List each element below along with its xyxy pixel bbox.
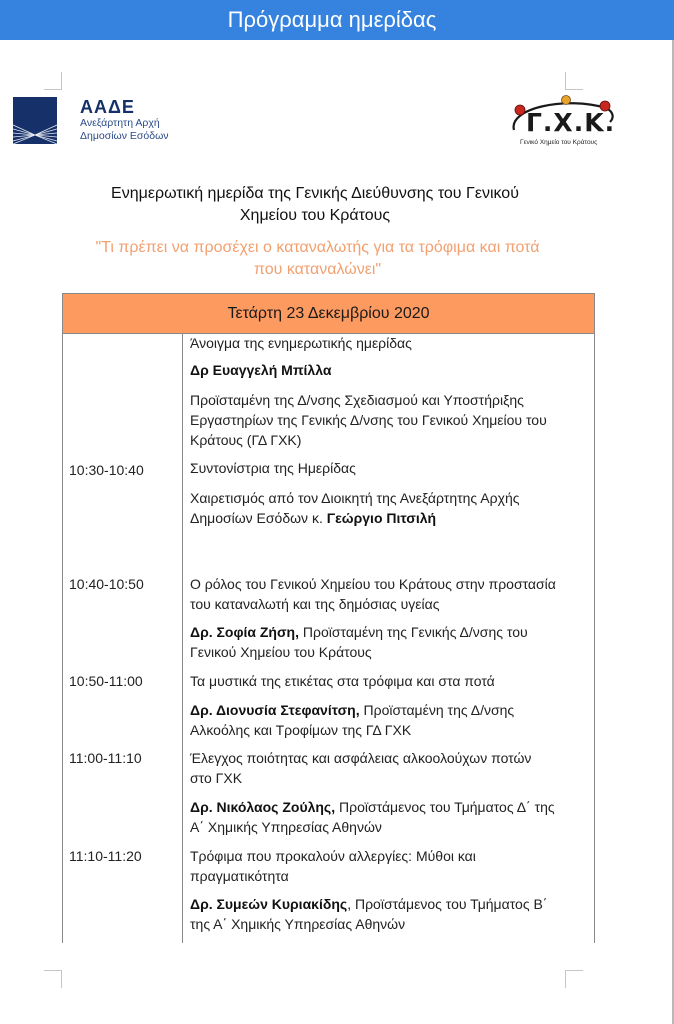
schedule-entry bbox=[190, 622, 590, 662]
subtitle-line-1: "Τι πρέπει να προσέχει ο καταναλωτής για τα τρόφιμα και ποτά bbox=[95, 239, 540, 256]
schedule-entry bbox=[190, 846, 590, 886]
gxk-caption: Γενικό Χημείο του Κράτους bbox=[520, 139, 598, 146]
schedule-entry bbox=[190, 700, 590, 740]
talk-title: Τα μυστικά της ετικέτας στα τρόφιμα και στα ποτά bbox=[190, 673, 495, 689]
speaker-name: Δρ. Διονυσία Στεφανίτση, bbox=[190, 702, 360, 718]
schedule-entry bbox=[190, 574, 590, 614]
schedule-entry bbox=[190, 797, 590, 837]
crop-mark-bottom-left bbox=[44, 970, 62, 988]
talk-title: πραγματικότητα bbox=[190, 868, 289, 884]
speaker-role: Α΄ Χημικής Υπηρεσίας Αθηνών bbox=[190, 819, 382, 835]
heading-line-1: Ενημερωτική ημερίδα της Γενικής Διεύθυνσης του Γενικού bbox=[111, 185, 519, 202]
aade-emblem-icon bbox=[13, 97, 57, 144]
event-subtitle bbox=[55, 237, 580, 281]
speaker-role: Προϊσταμένη της Γενικής Δ/νσης του bbox=[298, 624, 528, 640]
speaker-role: Γενικού Χημείου του Κράτους bbox=[190, 644, 372, 660]
speaker-role-line: Εργαστηρίων της Γενικής Δ/νσης του Γενικού Χημείου του bbox=[190, 412, 547, 428]
schedule-entry bbox=[190, 458, 590, 478]
event-date: Τετάρτη 23 Δεκεμβρίου 2020 bbox=[227, 304, 430, 322]
talk-title: του καταναλωτή και της δημόσιας υγείας bbox=[190, 596, 440, 612]
heading-line-2: Χημείου του Κράτους bbox=[239, 207, 391, 224]
schedule-entry bbox=[190, 671, 590, 691]
speaker-role-line: Προϊσταμένη της Δ/νσης Σχεδιασμού και Υποστήριξης bbox=[190, 392, 524, 408]
gxk-abbreviation: Γ.Χ.Κ. bbox=[526, 108, 616, 137]
schedule-entry bbox=[190, 390, 590, 450]
aade-name-line1: Ανεξάρτητη Αρχή bbox=[80, 117, 160, 129]
talk-title: Έλεγχος ποιότητας και ασφάλειας αλκοολούχων ποτών bbox=[190, 750, 532, 766]
time-slot: 10:40-10:50 bbox=[69, 576, 144, 592]
subtitle-line-2: που καταναλώνει" bbox=[253, 261, 382, 278]
talk-title: Ο ρόλος του Γενικού Χημείου του Κράτους στην προστασία bbox=[190, 576, 556, 592]
schedule-entry bbox=[190, 360, 590, 380]
schedule-entry bbox=[190, 894, 590, 934]
speaker-name: Δρ. Σοφία Ζήση, bbox=[190, 624, 299, 640]
crop-mark-bottom-right bbox=[565, 970, 583, 988]
gxk-logo bbox=[506, 88, 616, 152]
talk-title: Τρόφιμα που προκαλούν αλλεργίες: Μύθοι και bbox=[190, 848, 476, 864]
aade-abbreviation: ΑΑΔΕ bbox=[80, 97, 135, 117]
coordinator-label: Συντονίστρια της Ημερίδας bbox=[190, 460, 356, 476]
time-slot: 11:00-11:10 bbox=[69, 750, 142, 766]
aade-logo bbox=[13, 97, 169, 144]
speaker-name: Δρ. Νικόλαος Ζούλης, bbox=[190, 799, 336, 815]
window-title: Πρόγραμμα ημερίδας bbox=[227, 7, 437, 32]
speaker-name: Δρ Ευαγγελή Μπίλλα bbox=[190, 362, 332, 378]
speaker-role-line: Κράτους (ΓΔ ΓΧΚ) bbox=[190, 432, 302, 448]
opening-title: Άνοιγμα της ενημερωτικής ημερίδας bbox=[190, 335, 412, 351]
talk-title: στο ΓΧΚ bbox=[190, 770, 243, 786]
time-slot: 10:30-10:40 bbox=[69, 462, 144, 478]
speaker-name: Δρ. Συμεών Κυριακίδης bbox=[190, 896, 348, 912]
schedule-entry bbox=[190, 748, 590, 788]
greeting-text: Δημοσίων Εσόδων κ. bbox=[190, 510, 327, 526]
aade-name-line2: Δημοσίων Εσόδων bbox=[80, 130, 169, 142]
title-bar bbox=[0, 0, 674, 40]
schedule-entry bbox=[190, 488, 590, 528]
crop-mark-top-left bbox=[44, 72, 62, 90]
greeting-person: Γεώργιο Πιτσιλή bbox=[326, 510, 437, 526]
time-slot: 10:50-11:00 bbox=[69, 673, 143, 689]
speaker-role: Προϊστάμενος του Τμήματος Δ΄ της bbox=[335, 799, 555, 815]
schedule-table bbox=[62, 293, 595, 943]
speaker-role: Προϊσταμένη της Δ/νσης bbox=[359, 702, 515, 718]
column-divider bbox=[182, 334, 183, 943]
event-heading bbox=[60, 183, 570, 227]
speaker-role: Αλκοόλης και Τροφίμων της ΓΔ ΓΧΚ bbox=[190, 722, 412, 738]
time-slot: 11:10-11:20 bbox=[69, 848, 142, 864]
speaker-role: , Προϊστάμενος του Τμήματος Β΄ bbox=[347, 896, 548, 912]
speaker-role: της Α΄ Χημικής Υπηρεσίας Αθηνών bbox=[190, 916, 406, 932]
date-header bbox=[63, 294, 594, 334]
greeting-line bbox=[190, 508, 590, 528]
schedule-entry bbox=[190, 333, 590, 353]
greeting-line: Χαιρετισμός από τον Διοικητή της Ανεξάρτητης Αρχής bbox=[190, 490, 520, 506]
